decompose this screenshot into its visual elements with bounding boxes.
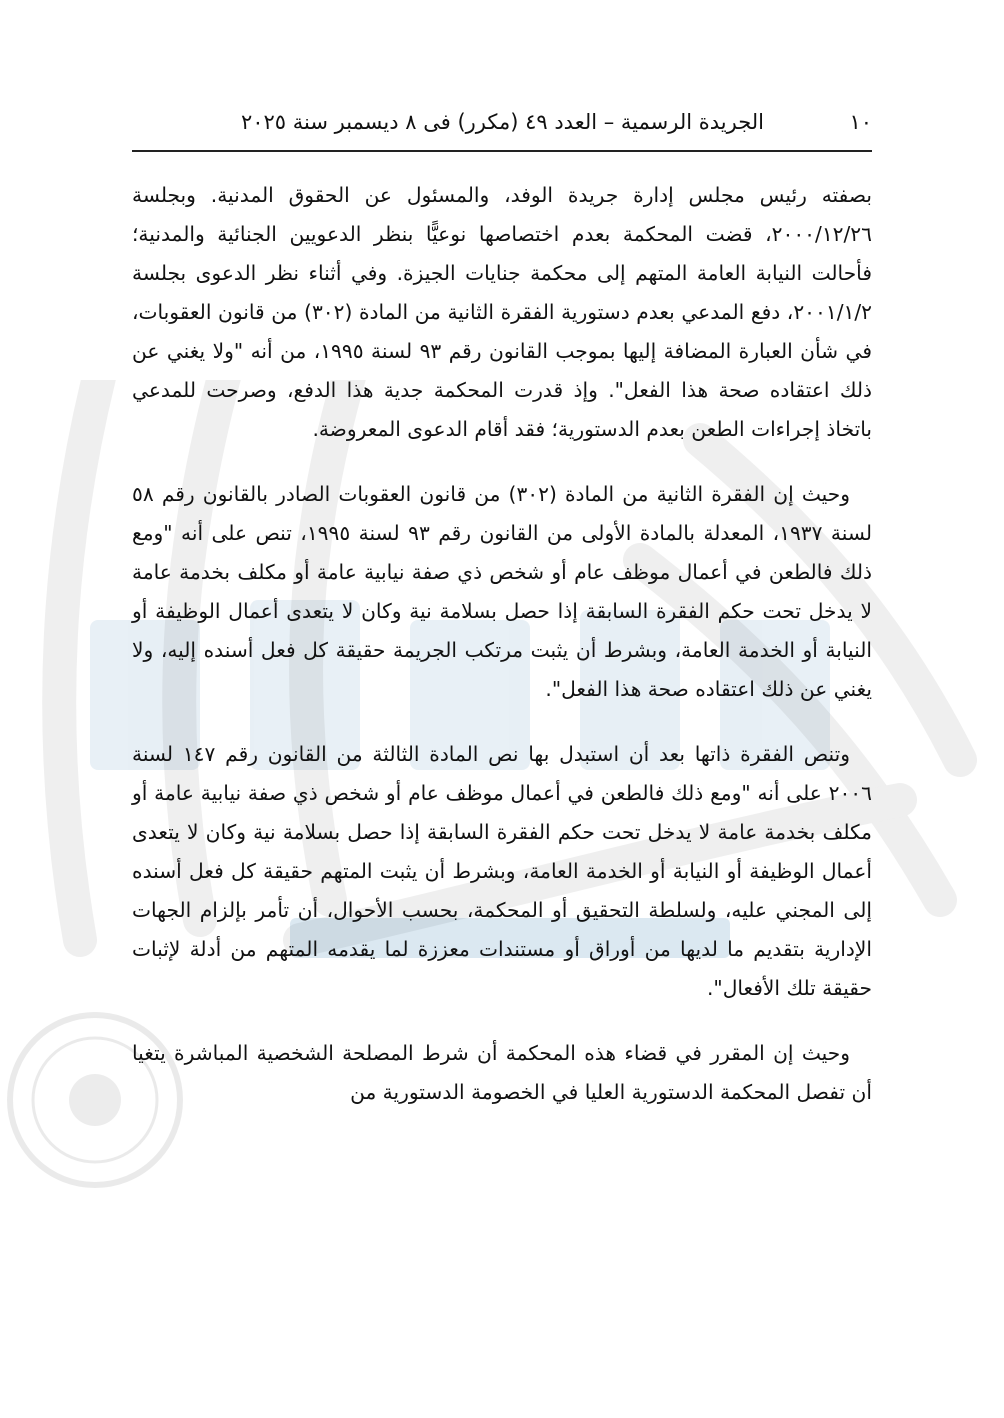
paragraph-4: وحيث إن المقرر في قضاء هذه المحكمة أن شرط المصلحة الشخصية المباشرة يتغيا أن تفصل المحكمة الدستورية العليا في الخصومة الدستورية من	[132, 1041, 872, 1104]
gazette-title: الجريدة الرسمية – العدد ٤٩ (مكرر) فى ٨ ديسمبر سنة ٢٠٢٥	[240, 110, 764, 134]
document-body	[132, 176, 872, 1138]
paragraph-1: بصفته رئيس مجلس إدارة جريدة الوفد، والمسئول عن الحقوق المدنية. وبجلسة ٢٠٠٠/١٢/٢٦، قضت المحكمة بعدم اختصاصها نوعيًّا بنظر الدعويين الجنائية والمدنية؛ فأحالت النيابة العامة المتهم إلى محكمة جنايات الجيزة. وفي أثناء نظر الدعوى بجلسة ٢٠٠١/١/٢، دفع المدعي بعدم دستورية الفقرة الثانية من المادة (٣٠٢) من قانون العقوبات، في شأن العبارة المضافة إليها بموجب القانون رقم ٩٣ لسنة ١٩٩٥، من أنه "ولا يغني عن ذلك اعتقاده صحة هذا الفعل". وإذ قدرت المحكمة جدية هذا الدفع، وصرحت للمدعي باتخاذ إجراءات الطعن بعدم الدستورية؛ فقد أقام الدعوى المعروضة.	[132, 183, 872, 441]
paragraph-2: وحيث إن الفقرة الثانية من المادة (٣٠٢) من قانون العقوبات الصادر بالقانون رقم ٥٨ لسنة ١٩٣٧، المعدلة بالمادة الأولى من القانون رقم ٩٣ لسنة ١٩٩٥، تنص على أنه "ومع ذلك فالطعن في أعمال موظف عام أو شخص ذي صفة نيابية عامة أو مكلف بخدمة عامة لا يدخل تحت حكم الفقرة السابقة إذا حصل بسلامة نية وكان لا يتعدى أعمال الوظيفة أو النيابة أو الخدمة العامة، وبشرط أن يثبت مرتكب الجريمة حقيقة كل فعل أسنده إليه، ولا يغني عن ذلك اعتقاده صحة هذا الفعل".	[132, 482, 872, 701]
page-number: ١٠	[849, 110, 872, 134]
page-header	[132, 106, 872, 152]
paragraph-3: وتنص الفقرة ذاتها بعد أن استبدل بها نص المادة الثالثة من القانون رقم ١٤٧ لسنة ٢٠٠٦ على أنه "ومع ذلك فالطعن في أعمال موظف عام أو شخص ذي صفة نيابية عامة أو مكلف بخدمة عامة لا يدخل تحت حكم الفقرة السابقة إذا حصل بسلامة نية وكان لا يتعدى أعمال الوظيفة أو النيابة أو الخدمة العامة، وبشرط أن يثبت المتهم حقيقة كل فعل أسنده إلى المجني عليه، ولسلطة التحقيق أو المحكمة، بحسب الأحوال، أن تأمر بإلزام الجهات الإدارية بتقديم ما لديها من أوراق أو مستندات معززة لما يقدمه المتهم من أدلة لإثبات حقيقة تلك الأفعال".	[132, 742, 872, 1000]
